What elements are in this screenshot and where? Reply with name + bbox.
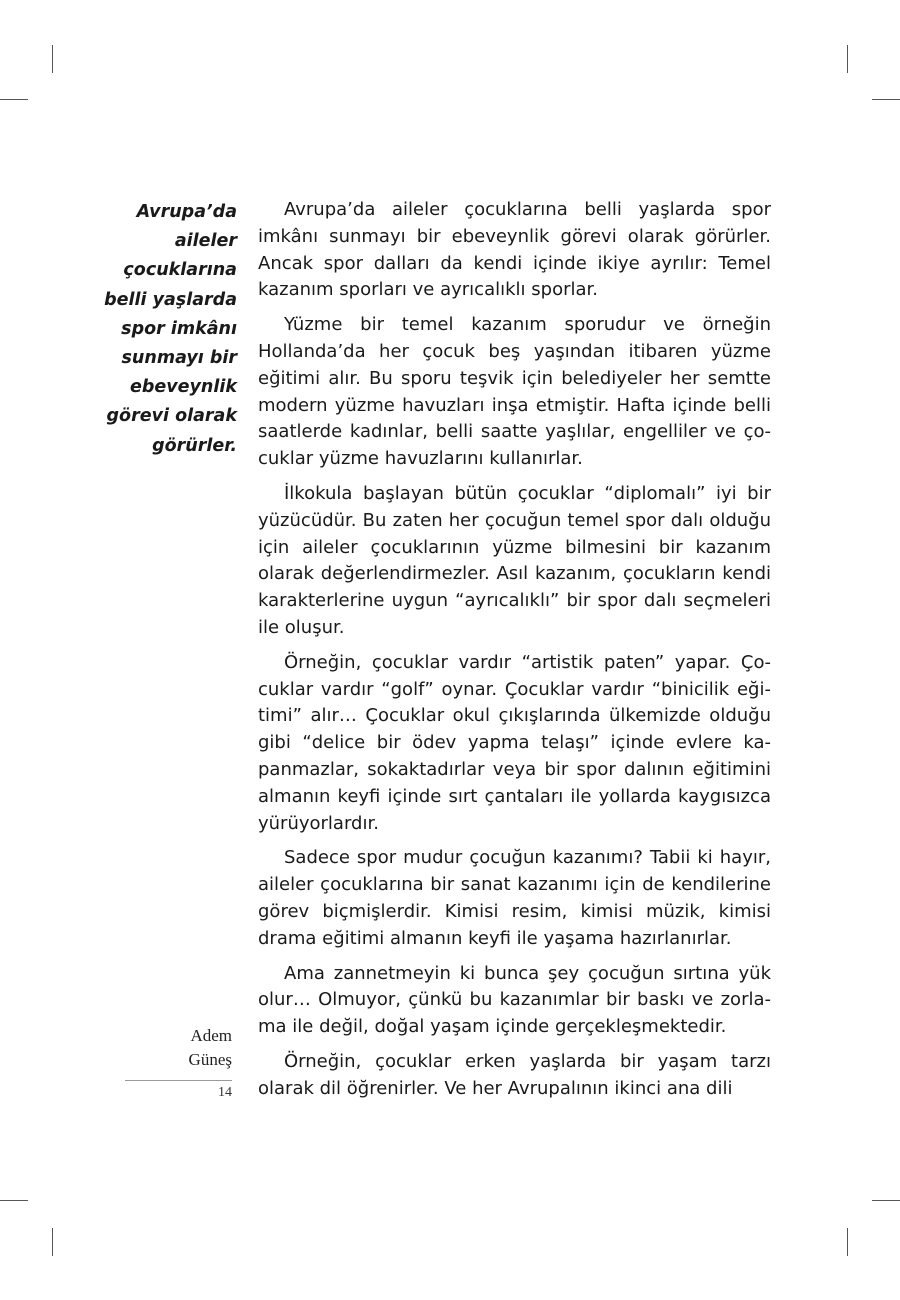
pull-quote-line: çocuklarına	[123, 260, 237, 281]
paragraph: Yüzme bir temel kazanım sporudur ve örneğin Hollanda’da her çocuk beş yaşından itibaren yüzme eğitimi alır. Bu sporu teşvik için belediyeler her semtte modern yüzme havuzları inşa etmiştir. Hafta içinde belli saatlerde kadınlar, belli saatte yaşlılar, engelliler ve çocuklar yüzme havuzlarını kullanırlar.	[258, 314, 771, 470]
crop-mark-bottom-right-vertical	[847, 1228, 848, 1256]
paragraph: Örneğin, çocuklar erken yaşlarda bir yaşam tarzı olarak dil öğrenirler. Ve her Avrupalının ikinci ana dili	[258, 1050, 771, 1099]
crop-mark-bottom-right-horizontal	[872, 1200, 900, 1201]
crop-mark-top-right-horizontal	[872, 99, 900, 100]
pull-quote-line: aileler	[174, 231, 237, 252]
crop-mark-bottom-left-vertical	[52, 1228, 53, 1256]
footer-divider	[125, 1080, 232, 1081]
body-text	[258, 197, 771, 1111]
pull-quote-line: belli yaşlarda	[104, 289, 237, 310]
page-number: 14	[218, 1085, 232, 1100]
author-first-name: Adem	[190, 1026, 232, 1045]
crop-mark-bottom-left-horizontal	[0, 1200, 28, 1201]
crop-mark-top-left-vertical	[52, 45, 53, 73]
pull-quote-line: spor imkânı	[121, 318, 237, 339]
pull-quote-line: görevi olarak	[106, 406, 237, 427]
paragraph: Sadece spor mudur çocuğun kazanımı? Tabii ki hayır, aileler çocuklarına bir sanat kazanımı için de kendilerine görev biçmişlerdir. Kimisi resim, kimisi müzik, kimisi drama eğitimi almanın keyfi ile yaşama hazırlanırlar.	[258, 847, 771, 949]
crop-mark-top-left-horizontal	[0, 99, 28, 100]
author-last-name: Güneş	[188, 1050, 232, 1069]
pull-quote-line: sunmayı bir	[121, 348, 237, 369]
crop-mark-top-right-vertical	[847, 45, 848, 73]
author-name	[125, 1024, 232, 1072]
paragraph: Ama zannetmeyin ki bunca şey çocuğun sırtına yük olur… Olmuyor, çünkü bu kazanımlar bir baskı ve zorlama ile değil, doğal yaşam içinde gerçekleşmektedir.	[258, 962, 771, 1038]
pull-quote-line: Avrupa’da	[136, 202, 237, 222]
pull-quote-line: ebeveynlik	[129, 377, 237, 398]
pull-quote-line: görürler.	[152, 435, 237, 456]
paragraph: Örneğin, çocuklar vardır “artistik paten” yapar. Çocuklar vardır “golf” oynar. Çocuklar vardır “binicilik eğitimi” alır… Çocuklar okul çıkışlarında ülkemizde olduğu gibi “delice bir ödev yapma telaşı” içinde evlere kapanmazlar, sokaktadırlar veya bir spor dalının eğitimini almanın keyfi içinde sırt çantaları ile yollarda kaygısızca yürüyorlardır.	[258, 651, 771, 834]
pull-quote	[95, 198, 237, 461]
paragraph: Avrupa’da aileler çocuklarına belli yaşlarda spor imkânı sunmayı bir ebeveynlik görevi olarak görürler. Ancak spor dalları da kendi içinde ikiye ayrılır: Temel kazanım sporları ve ayrıcalıklı sporlar.	[258, 199, 771, 301]
paragraph: İlkokula başlayan bütün çocuklar “diplomalı” iyi bir yüzücüdür. Bu zaten her çocuğun temel spor dalı olduğu için aileler çocuklarının yüzme bilmesini bir kazanım olarak değerlendirmezler. Asıl kazanım, çocukların kendi karakterlerine uygun “ayrıcalıklı” bir spor dalı seçmeleri ile oluşur.	[258, 482, 771, 638]
